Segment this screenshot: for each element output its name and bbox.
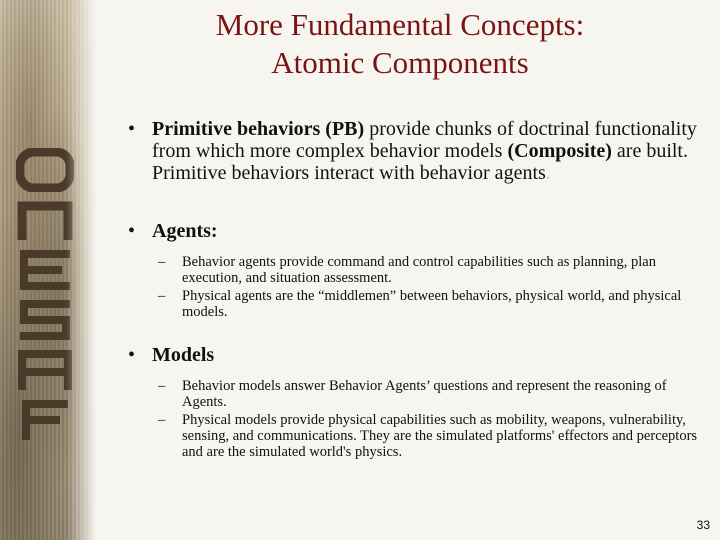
sub-bullet-dash: – — [158, 412, 166, 428]
sub-bullet-behavior-agents — [124, 254, 704, 286]
side-band-fade — [66, 0, 96, 540]
bullet-agents — [124, 220, 704, 242]
sub-bullet-text: Behavior agents provide command and control capabilities such as planning, plan execution, and situation assessment. — [182, 254, 656, 286]
bullet-marker: • — [128, 220, 136, 242]
sub-bullet-text: Behavior models answer Behavior Agents’ questions and represent the reasoning of Agents. — [182, 378, 667, 410]
bullet-marker: • — [128, 118, 136, 140]
sub-bullet-text: Physical agents are the “middlemen” between behaviors, physical world, and physical models. — [182, 288, 682, 320]
bullet-lead-bold: Agents: — [152, 220, 218, 242]
bullet-tail-period: . — [545, 162, 551, 184]
bullet-marker: • — [128, 344, 136, 366]
sub-bullet-behavior-models — [124, 378, 704, 410]
slide-title — [130, 6, 670, 82]
sub-bullet-physical-models — [124, 412, 704, 460]
sub-bullet-text: Physical models provide physical capabilities such as mobility, weapons, vulnerability, sensing, and communications. They are the simulated platforms' effectors and perceptors and are the simulated world's physics. — [182, 412, 698, 460]
decorative-side-band — [0, 0, 96, 540]
page-number: 33 — [696, 518, 710, 532]
bullet-lead-bold: Models — [152, 344, 215, 366]
slide-content — [124, 118, 704, 460]
sub-bullet-dash: – — [158, 288, 166, 304]
title-line-2: Atomic Components — [271, 45, 529, 80]
bullet-models — [124, 344, 704, 366]
sub-bullet-physical-agents — [124, 288, 704, 320]
title-line-1: More Fundamental Concepts: — [215, 7, 585, 42]
sub-bullet-dash: – — [158, 254, 166, 270]
bullet-bold-term: (Composite) — [507, 140, 612, 162]
bullet-text: provide chunks of doctrinal functionality from which more complex behavior models — [152, 118, 697, 162]
bullet-text-continued: are built. Primitive behaviors interact with behavior agents — [152, 140, 688, 184]
bullet-lead-bold: Primitive behaviors (PB) — [152, 118, 365, 140]
sub-bullet-dash: – — [158, 378, 166, 394]
bullet-primitive-behaviors — [124, 118, 704, 184]
